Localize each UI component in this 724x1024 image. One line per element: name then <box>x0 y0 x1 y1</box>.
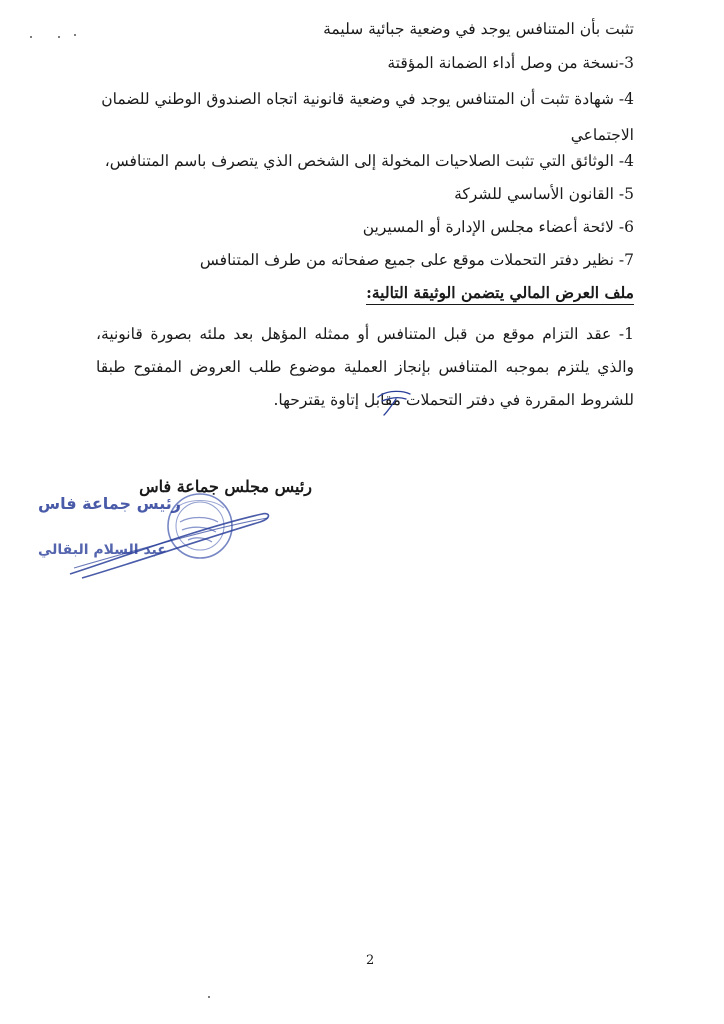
requirement-line-specs: 7- نظير دفتر التحملات موقع على جميع صفحاته من طرف المتنافس <box>199 251 634 269</box>
requirement-line-tax: تثبت بأن المتنافس يوجد في وضعية جبائية سليمة <box>323 20 634 38</box>
handwritten-initials <box>370 383 416 417</box>
requirement-line-cnss-cont: الاجتماعي <box>570 126 634 144</box>
requirement-line-statute: 5- القانون الأساسي للشركة <box>454 185 634 203</box>
requirement-line-powers: 4- الوثائق التي تثبت الصلاحيات المخولة إلى الشخص الذي يتصرف باسم المتنافس، <box>104 152 634 170</box>
financial-offer-paragraph: 1- عقد التزام موقع من قبل المتنافس أو ممثله المؤهل بعد ملئه بصورة قانونية، والذي يلتزم بموجبه المتنافس بإنجاز العملية موضوع طلب العروض المفتوح طبقا للشروط المقررة في دفتر التحملات مقابل إتاوة يقترحها. <box>96 325 634 409</box>
scan-speck <box>58 36 60 38</box>
signature-title: رئيس مجلس جماعة فاس <box>139 477 312 496</box>
requirement-line-cnss: 4- شهادة تثبت أن المتنافس يوجد في وضعية قانونية اتجاه الصندوق الوطني للضمان <box>101 90 634 108</box>
page-number: 2 <box>366 953 375 968</box>
scan-speck <box>74 34 76 36</box>
financial-offer-heading: ملف العرض المالي يتضمن الوثيقة التالية: <box>366 282 634 305</box>
requirement-line-guarantee: 3-نسخة من وصل أداء الضمانة المؤقتة <box>387 54 634 72</box>
requirement-line-board: 6- لائحة أعضاء مجلس الإدارة أو المسيرين <box>362 218 634 236</box>
stamp-text-title: رئيس جماعة فاس <box>38 494 181 513</box>
stamp-text-name: عبد السلام البقالي <box>38 542 167 558</box>
scan-speck <box>30 36 32 38</box>
scan-speck <box>208 996 210 998</box>
